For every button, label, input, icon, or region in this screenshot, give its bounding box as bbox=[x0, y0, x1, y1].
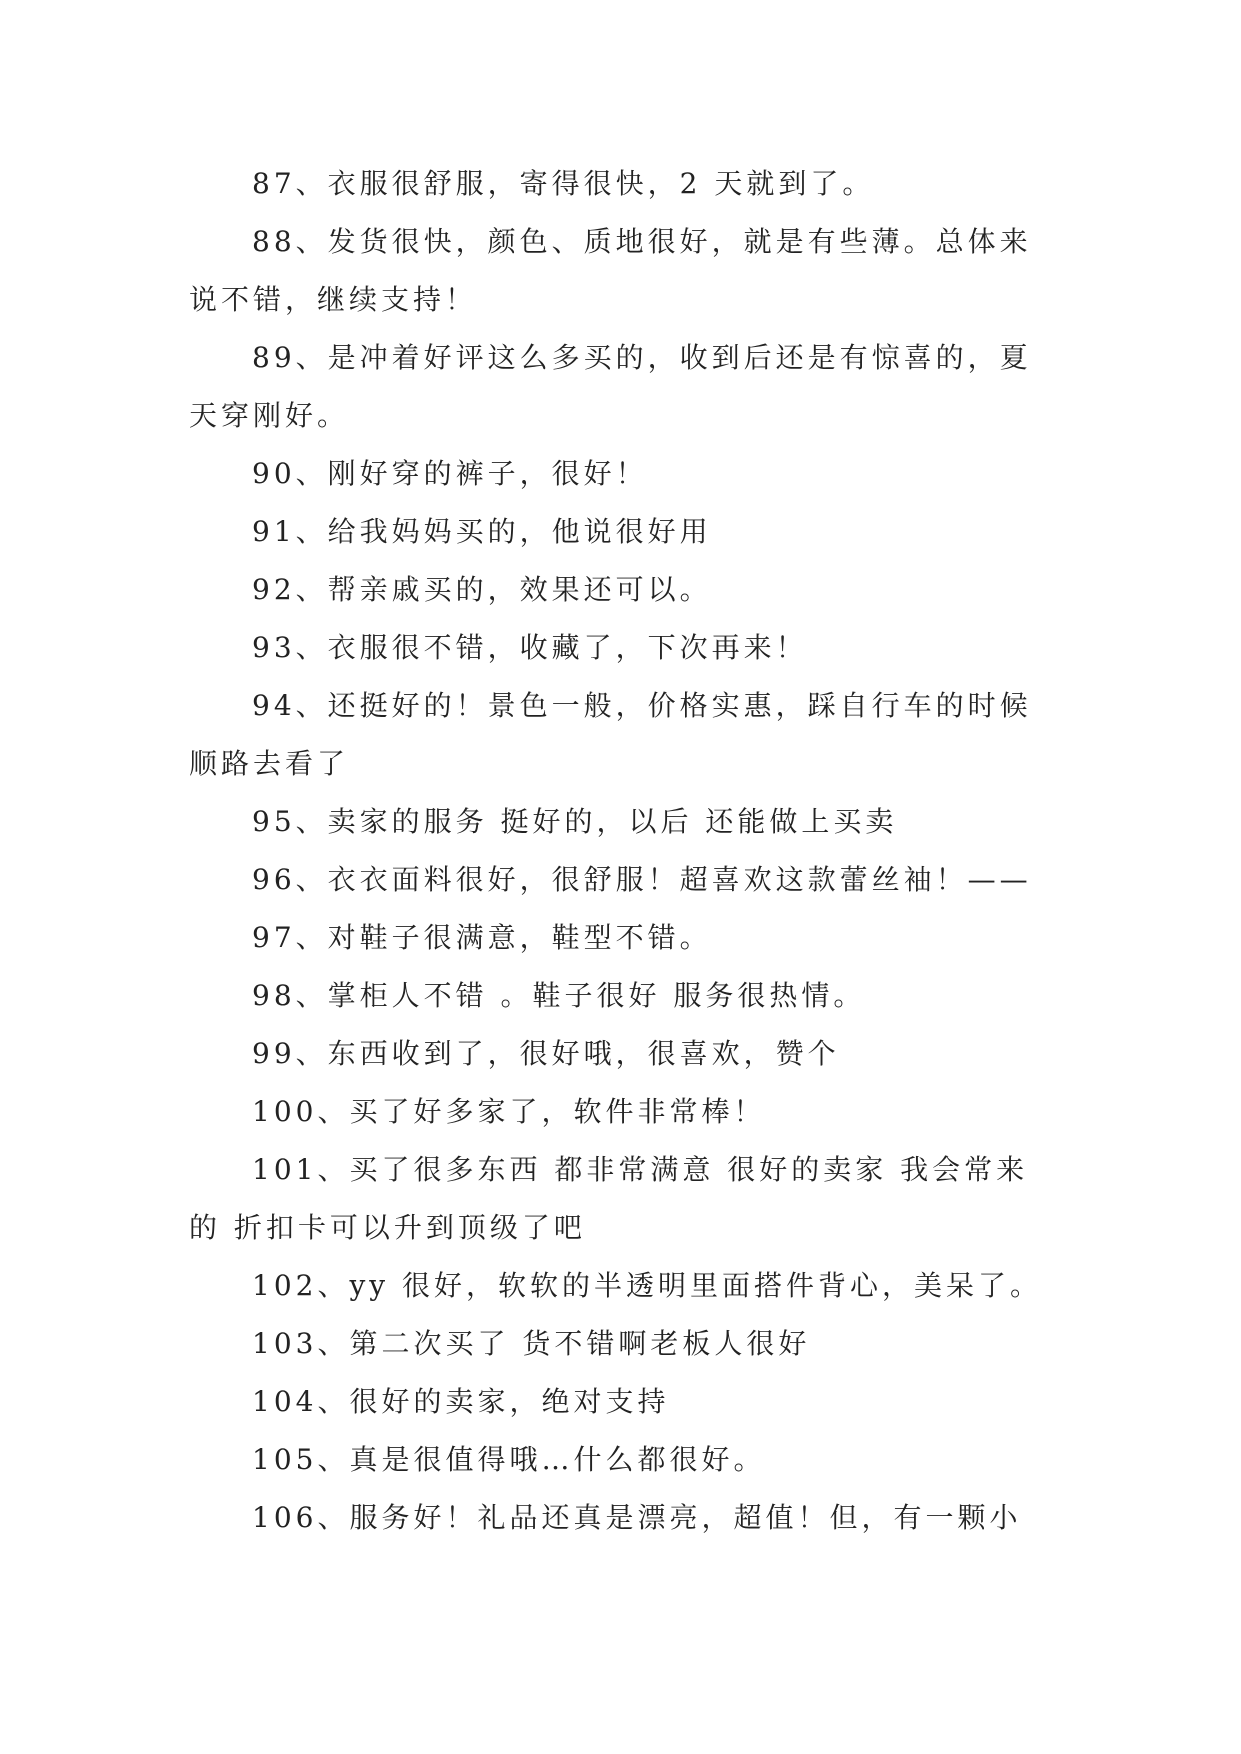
review-paragraph-100: 100、买了好多家了，软件非常棒！ bbox=[252, 1095, 766, 1128]
review-paragraph-103: 103、第二次买了 货不错啊老板人很好 bbox=[252, 1327, 811, 1360]
review-paragraph-94: 94、还挺好的！景色一般，价格实惠，踩自行车的时候顺路去看了 bbox=[189, 689, 1032, 780]
review-paragraph-102: 102、yy 很好，软软的半透明里面搭件背心，美呆了。 bbox=[252, 1269, 1042, 1302]
review-paragraph-93: 93、衣服很不错，收藏了，下次再来！ bbox=[252, 631, 808, 664]
document-body bbox=[189, 155, 1054, 1547]
review-paragraph-92: 92、帮亲戚买的，效果还可以。 bbox=[252, 573, 712, 606]
review-paragraph-96: 96、衣衣面料很好，很舒服！超喜欢这款蕾丝袖！—— bbox=[252, 863, 1032, 896]
review-paragraph-95: 95、卖家的服务 挺好的，以后 还能做上买卖 bbox=[252, 805, 898, 838]
review-paragraph-90: 90、刚好穿的裤子，很好！ bbox=[252, 457, 648, 490]
review-paragraph-89: 89、是冲着好评这么多买的，收到后还是有惊喜的，夏天穿刚好。 bbox=[189, 341, 1032, 432]
review-paragraph-101: 101、买了很多东西 都非常满意 很好的卖家 我会常来的 折扣卡可以升到顶级了吧 bbox=[189, 1153, 1029, 1244]
review-paragraph-105: 105、真是很值得哦…什么都很好。 bbox=[252, 1443, 766, 1476]
review-paragraph-87: 87、衣服很舒服，寄得很快，2 天就到了。 bbox=[252, 167, 875, 200]
review-paragraph-88: 88、发货很快，颜色、质地很好，就是有些薄。总体来说不错，继续支持！ bbox=[189, 225, 1032, 316]
review-paragraph-97: 97、对鞋子很满意，鞋型不错。 bbox=[252, 921, 712, 954]
review-paragraph-104: 104、很好的卖家，绝对支持 bbox=[252, 1385, 670, 1418]
review-paragraph-91: 91、给我妈妈买的，他说很好用 bbox=[252, 515, 712, 548]
review-paragraph-106: 106、服务好！礼品还真是漂亮，超值！但，有一颗小 bbox=[252, 1501, 1022, 1534]
review-paragraph-99: 99、东西收到了，很好哦，很喜欢，赞个 bbox=[252, 1037, 840, 1070]
review-paragraph-98: 98、掌柜人不错 。鞋子很好 服务很热情。 bbox=[252, 979, 866, 1012]
